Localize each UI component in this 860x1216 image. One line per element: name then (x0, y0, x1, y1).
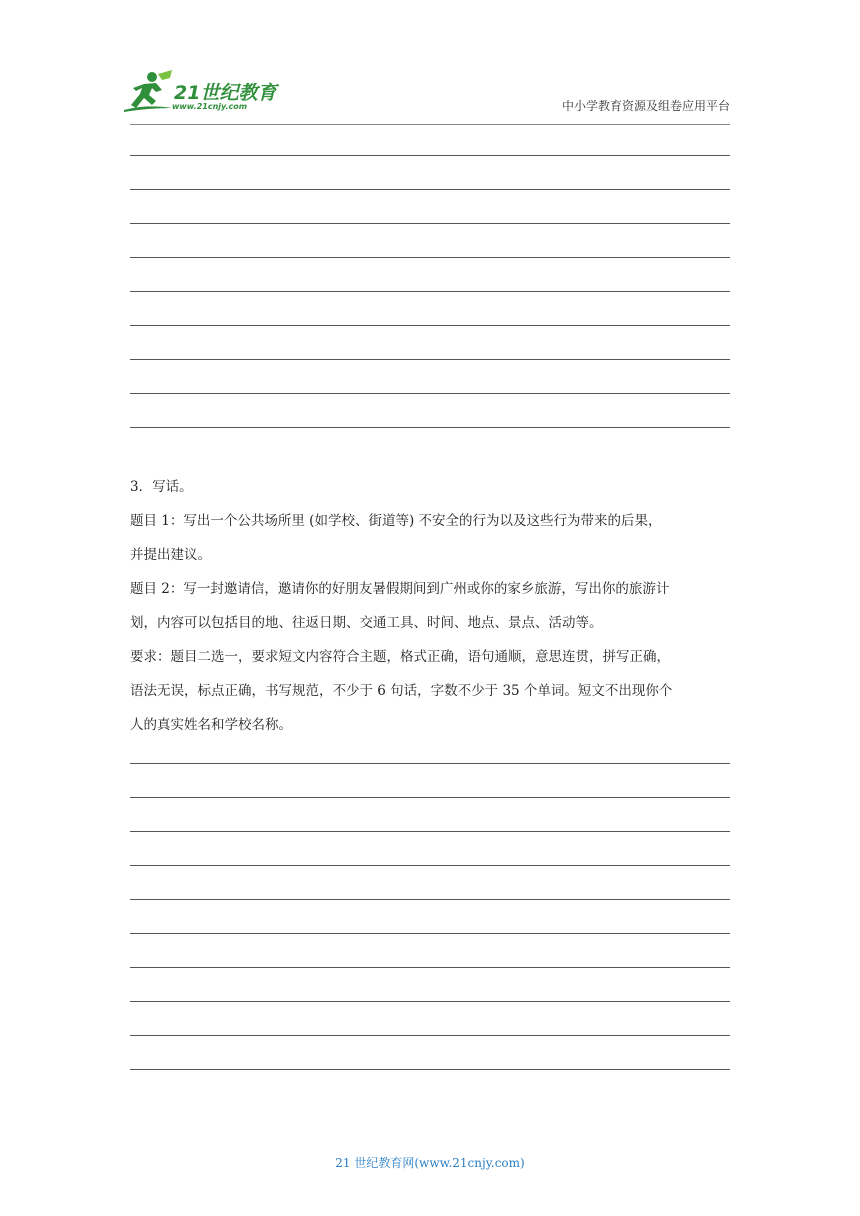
requirements-text-cont: 语法无误，标点正确，书写规范，不少于 6 句话，字数不少于 35 个单词。短文不出现你个 (130, 683, 673, 699)
answer-line (130, 967, 730, 968)
answer-line (130, 359, 730, 360)
requirements-text: 要求：题目二选一，要求短文内容符合主题，格式正确，语句通顺，意思连贯，拼写正确， (130, 649, 670, 665)
answer-line (130, 427, 730, 428)
requirements-text-end: 人的真实姓名和学校名称。 (130, 717, 292, 733)
answer-line (130, 1069, 730, 1070)
answer-line (130, 189, 730, 190)
logo-brand-text: 21世纪教育 (174, 82, 277, 104)
question-title: 3．写话。 (130, 479, 193, 495)
topic-1-text: 题目 1：写出一个公共场所里 (如学校、街道等) 不安全的行为以及这些行为带来的后果， (130, 513, 662, 529)
answer-line (130, 393, 730, 394)
answer-line (130, 257, 730, 258)
runner-logo-icon (122, 70, 174, 114)
answer-line (130, 325, 730, 326)
page-footer: 21 世纪教育网(www.21cnjy.com) (335, 1156, 525, 1170)
answer-line (130, 763, 730, 764)
page-header (0, 0, 860, 125)
answer-line (130, 831, 730, 832)
topic-1-text-cont: 并提出建议。 (130, 547, 211, 563)
answer-line (130, 933, 730, 934)
site-logo (122, 68, 292, 118)
question-3 (130, 470, 732, 742)
platform-name: 中小学教育资源及组卷应用平台 (561, 99, 730, 113)
logo-url-text: www.21cnjy.com (172, 102, 248, 111)
header-divider (130, 124, 730, 125)
answer-line (130, 1035, 730, 1036)
answer-line (130, 865, 730, 866)
answer-line (130, 797, 730, 798)
answer-line (130, 155, 730, 156)
answer-line (130, 899, 730, 900)
topic-2-text: 题目 2：写一封邀请信，邀请你的好朋友暑假期间到广州或你的家乡旅游，写出你的旅游计 (130, 581, 670, 597)
answer-line (130, 1001, 730, 1002)
topic-2-text-cont: 划，内容可以包括目的地、往返日期、交通工具、时间、地点、景点、活动等。 (130, 615, 603, 631)
answer-line (130, 291, 730, 292)
answer-line (130, 223, 730, 224)
